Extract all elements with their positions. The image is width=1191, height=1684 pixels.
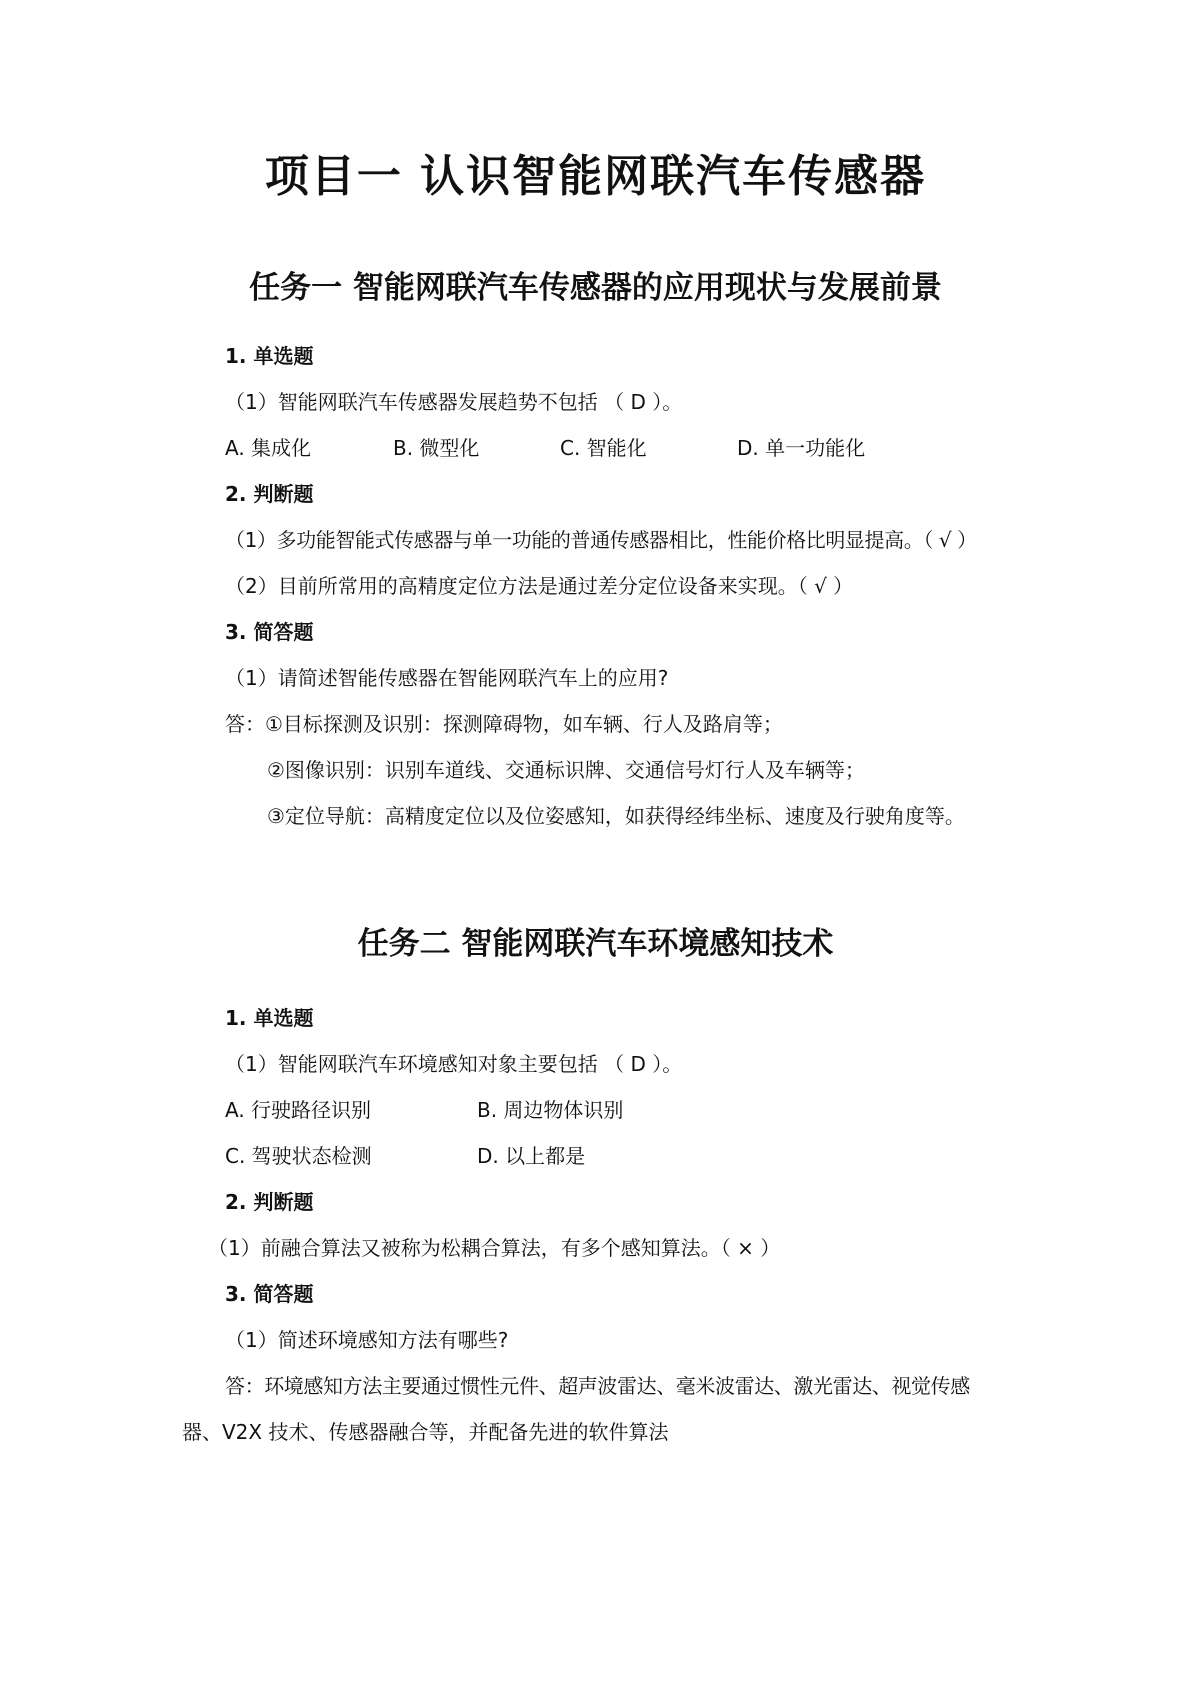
- task2-single-choice-heading: 1. 单选题: [225, 1006, 314, 1030]
- task1-short-answer-question: （1）请简述智能传感器在智能网联汽车上的应用?: [225, 666, 669, 690]
- task2-title: 任务二 智能网联汽车环境感知技术: [357, 926, 834, 962]
- document-title: 项目一 认识智能网联汽车传感器: [264, 151, 927, 202]
- task2-answer-line-2: 器、V2X 技术、传感器融合等，并配备先进的软件算法: [182, 1420, 669, 1444]
- task1-short-answer-heading: 3. 简答题: [225, 620, 314, 644]
- task1-answer-line-2: ②图像识别：识别车道线、交通标识牌、交通信号灯行人及车辆等；: [267, 758, 865, 782]
- task1-single-choice-question: （1）智能网联汽车传感器发展趋势不包括 （ D ）。: [225, 390, 683, 414]
- task1-single-choice-heading: 1. 单选题: [225, 344, 314, 368]
- task1-option-c: C. 智能化: [560, 436, 647, 460]
- task2-single-choice-question: （1）智能网联汽车环境感知对象主要包括 （ D ）。: [225, 1052, 683, 1076]
- task2-short-answer-heading: 3. 简答题: [225, 1282, 314, 1306]
- task2-true-false-heading: 2. 判断题: [225, 1190, 314, 1214]
- task2-answer-line-1: 答：环境感知方法主要通过惯性元件、超声波雷达、毫米波雷达、激光雷达、视觉传感: [225, 1374, 970, 1398]
- task2-option-a: A. 行驶路径识别: [225, 1098, 372, 1122]
- task1-option-d: D. 单一功能化: [737, 436, 866, 460]
- task1-option-b: B. 微型化: [393, 436, 480, 460]
- task1-answer-line-3: ③定位导航：高精度定位以及位姿感知，如获得经纬坐标、速度及行驶角度等。: [267, 804, 965, 828]
- task2-short-answer-question: （1）简述环境感知方法有哪些?: [225, 1328, 509, 1352]
- task1-true-false-item-1: （1）多功能智能式传感器与单一功能的普通传感器相比，性能价格比明显提高。（ √ ）: [225, 528, 977, 552]
- task1-answer-line-1: 答：①目标探测及识别：探测障碍物，如车辆、行人及路肩等；: [225, 712, 783, 736]
- task2-option-d: D. 以上都是: [477, 1144, 586, 1168]
- task1-title: 任务一 智能网联汽车传感器的应用现状与发展前景: [249, 270, 942, 306]
- task2-true-false-item-1: （1）前融合算法又被称为松耦合算法，有多个感知算法。（ × ）: [208, 1236, 781, 1260]
- task1-true-false-heading: 2. 判断题: [225, 482, 314, 506]
- task1-true-false-item-2: （2）目前所常用的高精度定位方法是通过差分定位设备来实现。（ √ ）: [225, 574, 854, 598]
- task2-option-c: C. 驾驶状态检测: [225, 1144, 372, 1168]
- task1-option-a: A. 集成化: [225, 436, 312, 460]
- task2-option-b: B. 周边物体识别: [477, 1098, 624, 1122]
